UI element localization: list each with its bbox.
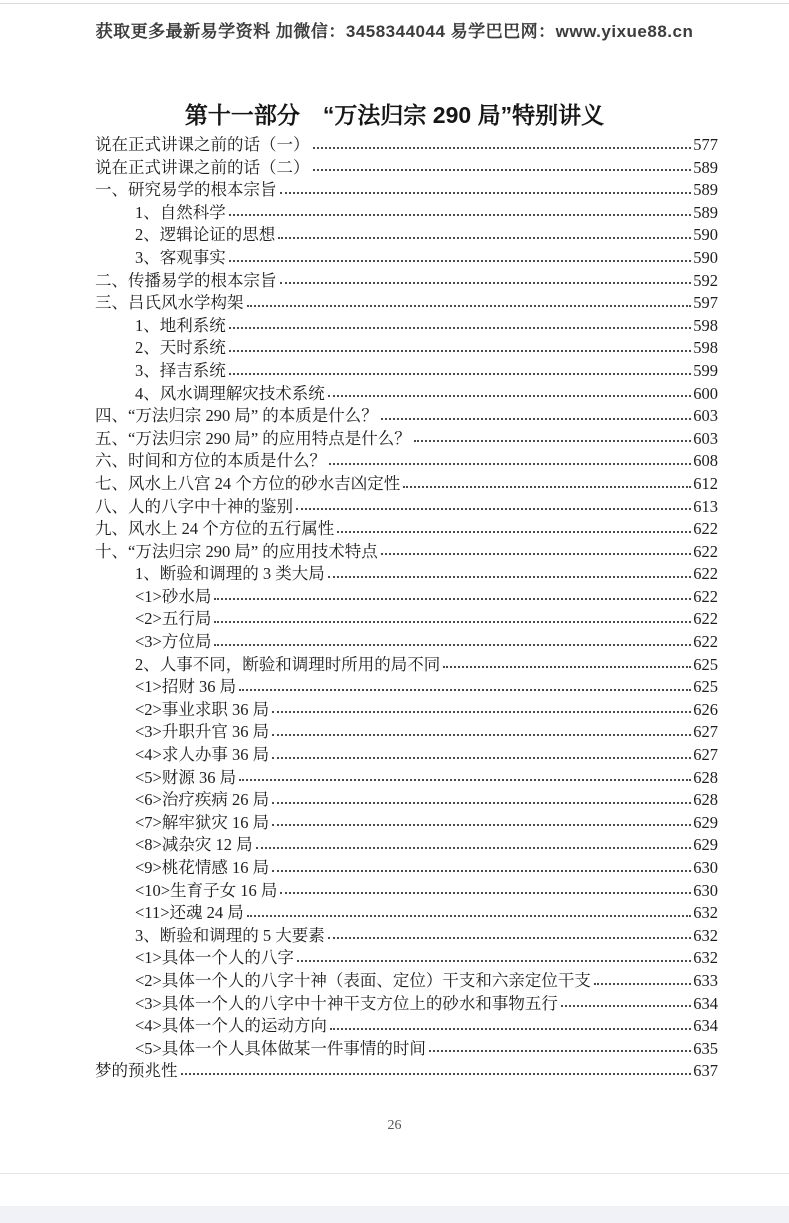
dot-leader	[272, 824, 691, 826]
toc-entry-label: <5>财源 36 局	[135, 767, 237, 787]
toc-entry-label: 十、“万法归宗 290 局” 的应用技术特点	[95, 541, 378, 561]
header-banner: 获取更多最新易学资料 加微信：3458344044 易学巴巴网：www.yixue88.cn	[95, 22, 694, 41]
toc-entry-page: 629	[693, 812, 718, 832]
toc-entry	[95, 1035, 718, 1058]
toc-entry-label: <5>具体一个人具体做某一件事情的时间	[135, 1038, 426, 1058]
toc-entry-label: 二、传播易学的根本宗旨	[95, 270, 277, 290]
dot-leader	[181, 1073, 692, 1075]
toc-entry	[95, 696, 718, 719]
dot-leader	[229, 214, 692, 216]
dot-leader	[414, 440, 691, 442]
toc-entry	[95, 560, 718, 583]
dot-leader	[296, 508, 691, 510]
toc-entry-label: 4、风水调理解灾技术系统	[135, 383, 325, 403]
toc-entry-label: <1>具体一个人的八字	[135, 948, 294, 968]
dot-leader	[403, 486, 691, 488]
toc-entry-page: 589	[693, 202, 718, 222]
toc-entry-page: 598	[693, 315, 718, 335]
toc-entry-page: 632	[693, 903, 718, 923]
toc-entry	[95, 764, 718, 787]
toc-entry	[95, 131, 718, 154]
dot-leader	[280, 892, 691, 894]
dot-leader	[594, 983, 691, 985]
toc-entry-label: 2、人事不同，断验和调理时所用的局不同	[135, 654, 441, 674]
toc-entry-page: 590	[693, 247, 718, 267]
toc-entry-label: <2>具体一个人的八字十神（表面、定位）干支和六亲定位干支	[135, 970, 591, 990]
dot-leader	[229, 350, 692, 352]
page-bottom-edge	[0, 1173, 789, 1174]
toc-entry	[95, 447, 718, 470]
toc-entry	[95, 718, 718, 741]
toc-entry-page: 632	[693, 948, 718, 968]
toc-entry	[95, 583, 718, 606]
toc-entry-page: 622	[693, 541, 718, 561]
dot-leader	[381, 418, 691, 420]
toc-entry-label: <6>治疗疾病 26 局	[135, 790, 270, 810]
toc-entry-label: <8>减杂灾 12 局	[135, 835, 253, 855]
dot-leader	[561, 1005, 691, 1007]
toc-entry	[95, 244, 718, 267]
toc-entry	[95, 380, 718, 403]
toc-entry-label: 六、时间和方位的本质是什么？	[95, 451, 326, 471]
toc-entry	[95, 334, 718, 357]
toc-entry-page: 637	[693, 1061, 718, 1081]
toc-entry-label: 1、自然科学	[135, 202, 226, 222]
toc-entry-page: 628	[693, 767, 718, 787]
toc-entry-label: <2>事业求职 36 局	[135, 699, 270, 719]
toc-entry-page: 628	[693, 790, 718, 810]
toc-entry	[95, 425, 718, 448]
page-number: 26	[387, 1118, 402, 1133]
toc-entry	[95, 176, 718, 199]
toc-entry	[95, 786, 718, 809]
page-title: 第十一部分 “万法归宗 290 局”特别讲义	[184, 102, 605, 129]
toc-entry-page: 608	[693, 451, 718, 471]
toc-entry-label: 3、断验和调理的 5 大要素	[135, 925, 325, 945]
toc-entry-label: 三、吕氏风水学构架	[95, 293, 244, 313]
toc-entry	[95, 154, 718, 177]
toc-entry	[95, 515, 718, 538]
toc-entry	[95, 651, 718, 674]
dot-leader	[229, 327, 692, 329]
toc-entry	[95, 267, 718, 290]
toc-entry-label: <4>具体一个人的运动方向	[135, 1016, 327, 1036]
toc-entry	[95, 1057, 718, 1080]
dot-leader	[297, 960, 691, 962]
table-of-contents	[95, 131, 718, 1080]
toc-entry-label: <11>还魂 24 局	[135, 903, 244, 923]
dot-leader	[329, 463, 691, 465]
toc-entry-label: 五、“万法归宗 290 局” 的应用特点是什么？	[95, 428, 411, 448]
toc-entry-page: 622	[693, 609, 718, 629]
toc-entry	[95, 199, 718, 222]
toc-entry	[95, 741, 718, 764]
toc-entry-label: <2>五行局	[135, 609, 212, 629]
toc-entry-page: 589	[693, 180, 718, 200]
dot-leader	[239, 689, 691, 691]
dot-leader	[429, 1050, 691, 1052]
top-divider-line	[0, 3, 789, 4]
toc-entry-page: 612	[693, 473, 718, 493]
dot-leader	[247, 915, 692, 917]
toc-entry-label: 一、研究易学的根本宗旨	[95, 180, 277, 200]
toc-entry-page: 613	[693, 496, 718, 516]
toc-entry-page: 590	[693, 225, 718, 245]
toc-entry-page: 625	[693, 677, 718, 697]
toc-entry-page: 597	[693, 293, 718, 313]
dot-leader	[272, 802, 691, 804]
toc-entry-label: 说在正式讲课之前的话（二）	[95, 157, 310, 177]
toc-entry-label: 1、地利系统	[135, 315, 226, 335]
toc-entry	[95, 1012, 718, 1035]
toc-entry	[95, 289, 718, 312]
toc-entry-page: 598	[693, 338, 718, 358]
dot-leader	[272, 757, 691, 759]
toc-entry	[95, 493, 718, 516]
dot-leader	[214, 598, 691, 600]
dot-leader	[280, 282, 692, 284]
toc-entry-label: <4>求人办事 36 局	[135, 745, 270, 765]
dot-leader	[443, 666, 691, 668]
dot-leader	[229, 260, 692, 262]
dot-leader	[214, 621, 691, 623]
dot-leader	[272, 734, 691, 736]
toc-entry-page: 630	[693, 880, 718, 900]
dot-leader	[313, 169, 692, 171]
toc-entry-label: 3、择吉系统	[135, 360, 226, 380]
toc-entry	[95, 967, 718, 990]
toc-entry	[95, 944, 718, 967]
toc-entry-label: 3、客观事实	[135, 247, 226, 267]
toc-entry-label: <7>解牢狱灾 16 局	[135, 812, 270, 832]
toc-entry-label: 2、逻辑论证的思想	[135, 225, 276, 245]
dot-leader	[328, 576, 692, 578]
toc-entry-page: 622	[693, 586, 718, 606]
dot-leader	[229, 373, 692, 375]
dot-leader	[337, 531, 691, 533]
toc-entry-label: 梦的预兆性	[95, 1061, 178, 1081]
toc-entry-page: 626	[693, 699, 718, 719]
toc-entry	[95, 470, 718, 493]
toc-entry-page: 599	[693, 360, 718, 380]
toc-entry-page: 635	[693, 1038, 718, 1058]
toc-entry	[95, 809, 718, 832]
toc-entry-page: 622	[693, 632, 718, 652]
toc-entry-label: <3>具体一个人的八字中十神干支方位上的砂水和事物五行	[135, 993, 558, 1013]
toc-entry-page: 630	[693, 858, 718, 877]
toc-entry-label: <3>升职升官 36 局	[135, 722, 270, 742]
dot-leader	[328, 395, 692, 397]
dot-leader	[381, 553, 691, 555]
toc-entry	[95, 990, 718, 1013]
toc-entry	[95, 673, 718, 696]
toc-entry-page: 634	[693, 993, 718, 1013]
toc-entry-page: 603	[693, 428, 718, 448]
toc-entry-page: 622	[693, 564, 718, 584]
toc-entry-label: 1、断验和调理的 3 类大局	[135, 564, 325, 584]
toc-entry	[95, 877, 718, 900]
toc-entry-page: 600	[693, 383, 718, 403]
toc-entry	[95, 312, 718, 335]
toc-entry	[95, 538, 718, 561]
toc-entry	[95, 221, 718, 244]
toc-entry	[95, 899, 718, 922]
dot-leader	[272, 870, 691, 872]
toc-entry-page: 632	[693, 925, 718, 945]
toc-entry-label: <10>生育子女 16 局	[135, 880, 278, 900]
toc-entry-page: 577	[693, 135, 718, 154]
toc-entry	[95, 402, 718, 425]
toc-entry-page: 603	[693, 406, 718, 426]
toc-entry-label: 七、风水上八宫 24 个方位的砂水吉凶定性	[95, 473, 401, 493]
toc-entry	[95, 854, 718, 877]
dot-leader	[247, 305, 692, 307]
viewer-bottom-strip	[0, 1206, 789, 1223]
toc-entry-page: 592	[693, 270, 718, 290]
toc-entry-page: 589	[693, 157, 718, 177]
dot-leader	[280, 192, 692, 194]
toc-entry-page: 629	[693, 835, 718, 855]
toc-entry-label: 八、人的八字中十神的鉴别	[95, 496, 293, 516]
toc-entry-label: 四、“万法归宗 290 局” 的本质是什么？	[95, 406, 378, 426]
toc-entry-label: 2、天时系统	[135, 338, 226, 358]
toc-entry-page: 634	[693, 1016, 718, 1036]
toc-entry-label: <1>砂水局	[135, 586, 212, 606]
toc-entry-label: <3>方位局	[135, 632, 212, 652]
toc-entry-label: 九、风水上 24 个方位的五行属性	[95, 519, 335, 539]
dot-leader	[272, 711, 691, 713]
toc-entry-page: 622	[693, 519, 718, 539]
toc-entry-page: 633	[693, 970, 718, 990]
toc-entry	[95, 357, 718, 380]
toc-entry	[95, 922, 718, 945]
toc-entry-label: 说在正式讲课之前的话（一）	[95, 135, 310, 154]
toc-entry-page: 625	[693, 654, 718, 674]
toc-entry	[95, 831, 718, 854]
toc-entry	[95, 605, 718, 628]
toc-entry-label: <1>招财 36 局	[135, 677, 237, 697]
toc-entry-label: <9>桃花情感 16 局	[135, 858, 270, 877]
dot-leader	[278, 237, 691, 239]
toc-entry	[95, 628, 718, 651]
toc-entry-page: 627	[693, 745, 718, 765]
dot-leader	[330, 1028, 691, 1030]
dot-leader	[313, 147, 692, 149]
dot-leader	[239, 779, 691, 781]
dot-leader	[256, 847, 692, 849]
toc-entry-page: 627	[693, 722, 718, 742]
dot-leader	[214, 644, 691, 646]
dot-leader	[328, 937, 692, 939]
